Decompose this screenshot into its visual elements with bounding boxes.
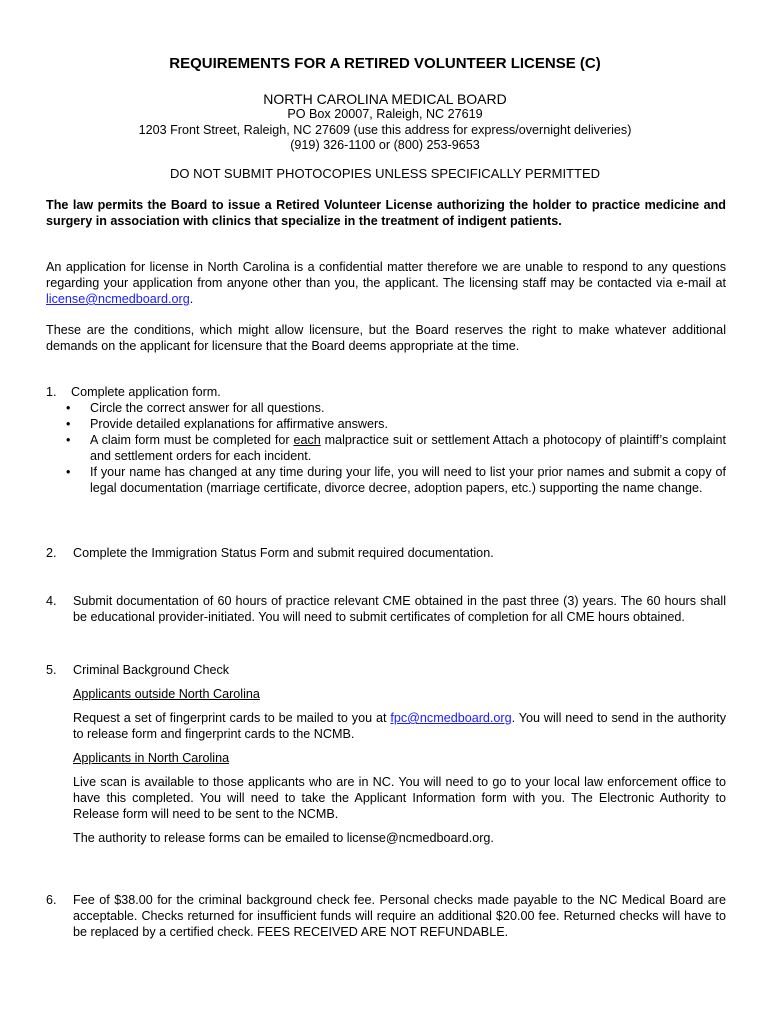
item-6-number: 6. (46, 893, 57, 907)
inside-nc-heading: Applicants in North Carolina (73, 751, 230, 765)
fpc-email-link[interactable]: fpc@ncmedboard.org (390, 711, 512, 725)
board-name: NORTH CAROLINA MEDICAL BOARD (263, 91, 507, 107)
list-item: • If your name has changed at any time during your life, you will need to list your prior names and submit a copy of legal documentation (marriage certificate, divorce decree, adoption papers, etc.) supporting the name change. (66, 465, 726, 495)
item-5-number: 5. (46, 663, 57, 677)
item-5-text (73, 662, 726, 846)
list-item: • Circle the correct answer for all questions. (66, 401, 325, 415)
board-address (0, 107, 770, 154)
item-2-number: 2. (46, 546, 57, 560)
item-1-number: 1. (46, 385, 57, 399)
street-address: 1203 Front Street, Raleigh, NC 27609 (use this address for express/overnight deliveries) (138, 122, 632, 137)
intro-statement: The law permits the Board to issue a Retired Volunteer License authorizing the holder to practice medicine and surgery in association with clinics that specialize in the treatment of indigent patients. (46, 198, 726, 228)
criminal-check-heading: Criminal Background Check (73, 663, 230, 677)
license-email-link[interactable]: license@ncmedboard.org (46, 292, 190, 306)
outside-nc-heading: Applicants outside North Carolina (73, 687, 260, 701)
conditions-paragraph: These are the conditions, which might allow licensure, but the Board reserves the right to make whatever additional demands on the applicant for licensure that the Board deems appropriate at the time. (46, 323, 726, 353)
inside-nc-text: Live scan is available to those applicants who are in NC. You will need to go to your local law enforcement office to have this completed. You will need to take the Applicant Information form with you. The Electronic Authority to Release form will need to be sent to the NCMB. (73, 775, 726, 821)
photocopy-warning: DO NOT SUBMIT PHOTOCOPIES UNLESS SPECIFICALLY PERMITTED (169, 166, 601, 181)
list-item: • A claim form must be completed for each malpractice suit or settlement Attach a photocopy of plaintiff’s complaint and settlement orders for each incident. (66, 433, 727, 463)
authority-text: The authority to release forms can be emailed to license@ncmedboard.org. (73, 831, 494, 845)
bullet-icon: • (66, 401, 71, 415)
confidentiality-paragraph: An application for license in North Carolina is a confidential matter therefore we are unable to respond to any questions regarding your application from anyone other than you, the applicant. The licensing staff may be contacted via e-mail at license@ncmedboard.org. (46, 260, 726, 306)
outside-nc-text: Request a set of fingerprint cards to be mailed to you at fpc@ncmedboard.org. You will need to send in the authority to release form and fingerprint cards to the NCMB. (73, 711, 726, 741)
item-1-bullets (64, 400, 726, 496)
item-1-text: Complete application form. (71, 385, 221, 399)
list-item: • Provide detailed explanations for affirmative answers. (66, 417, 388, 431)
item-4-number: 4. (46, 594, 57, 608)
phone-numbers: (919) 326-1100 or (800) 253-9653 (290, 138, 480, 152)
po-box: PO Box 20007, Raleigh, NC 27619 (287, 107, 483, 121)
item-6-text: Fee of $38.00 for the criminal background check fee. Personal checks made payable to the NC Medical Board are acceptable. Checks returned for insufficient funds will require an additional $20.00 fee. Returned checks will have to be replaced by a certified check. FEES RECEIVED ARE NOT REFUNDABLE. (73, 893, 726, 939)
item-2-text: Complete the Immigration Status Form and submit required documentation. (73, 546, 494, 560)
item-4-text: Submit documentation of 60 hours of practice relevant CME obtained in the past three (3) years. The 60 hours shall be educational provider-initiated. You will need to submit certificates of completion for all CME hours obtained. (73, 594, 726, 624)
bullet-icon: • (66, 417, 71, 431)
page-title: REQUIREMENTS FOR A RETIRED VOLUNTEER LICENSE (C) (169, 55, 601, 72)
bullet-icon: • (66, 433, 71, 447)
confidentiality-text: An application for license in North Carolina is a confidential matter therefore we are unable to respond to any questions regarding your application from anyone other than you, the applicant. The licensing staff may be contacted via e-mail at (46, 260, 726, 290)
bullet-icon: • (66, 465, 71, 479)
